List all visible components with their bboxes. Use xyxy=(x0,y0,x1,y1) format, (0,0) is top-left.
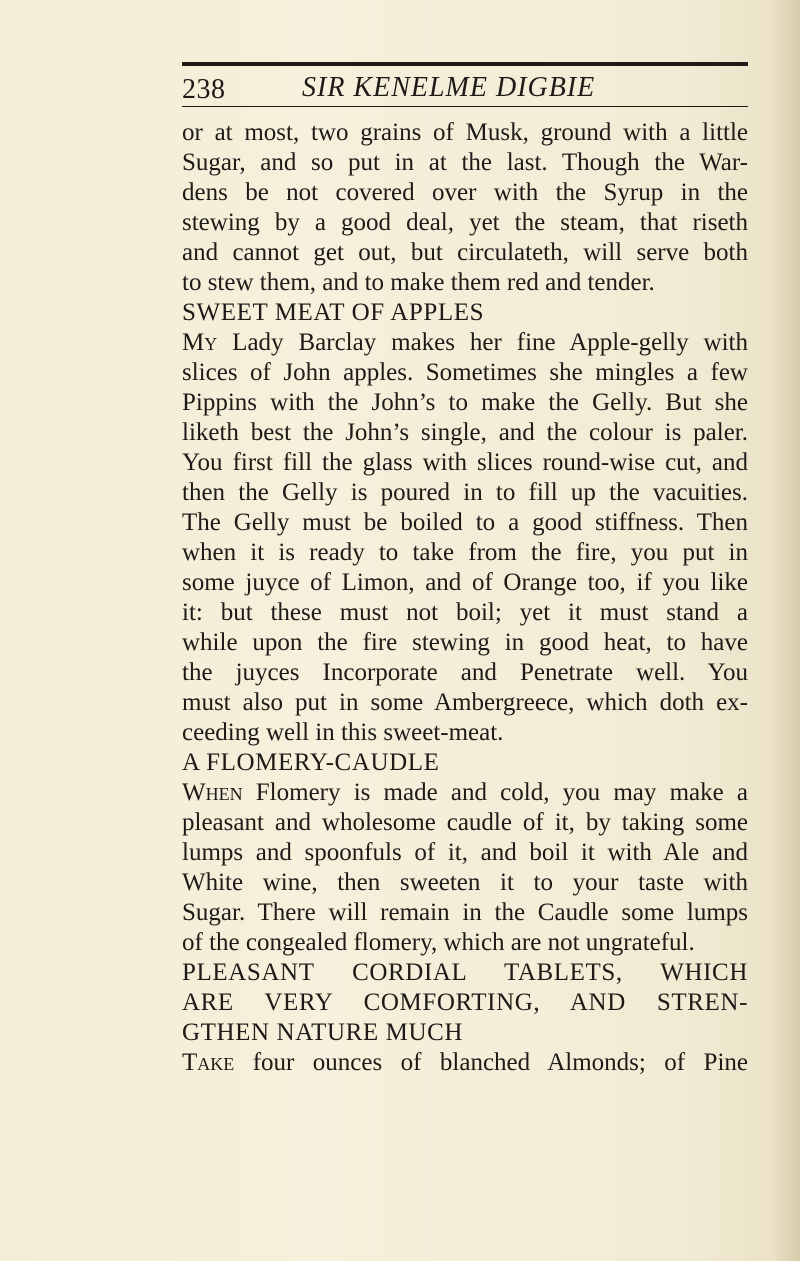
section-heading: SWEET MEAT OF APPLES xyxy=(182,299,485,326)
text-line: White wine, then sweeten it to your taste with xyxy=(182,869,748,896)
text-line: and cannot get out, but circulateth, will serve both xyxy=(182,239,748,266)
first-line-text: four ounces of blanched Almonds; of Pine xyxy=(234,1049,748,1076)
text-line: Pippins with the John’s to make the Gelly. But she xyxy=(182,389,748,416)
first-line-text: Flomery is made and cold, you may make a xyxy=(242,779,748,806)
section-heading: ARE VERY COMFORTING, AND STREN- xyxy=(182,989,748,1016)
text-line: when it is ready to take from the fire, you put in xyxy=(182,539,748,566)
paragraph-first-line xyxy=(182,1048,748,1078)
text-line: to stew them, and to make them red and tender. xyxy=(182,269,655,296)
section-heading: A FLOMERY-CAUDLE xyxy=(182,749,440,776)
text-line: The Gelly must be boiled to a good stiffness. Then xyxy=(182,509,748,536)
text-line: You first fill the glass with slices round-wise cut, and xyxy=(182,449,748,476)
body-text xyxy=(182,118,748,1078)
opening-word: My xyxy=(182,329,218,356)
paragraph-first-line xyxy=(182,328,748,358)
paragraph-first-line xyxy=(182,778,748,808)
page-edge-shadow xyxy=(772,0,800,1261)
text-line: dens be not covered over with the Syrup in the xyxy=(182,179,748,206)
text-line: of the congealed flomery, which are not ungrateful. xyxy=(182,929,695,956)
text-line: ceeding well in this sweet-meat. xyxy=(182,719,504,746)
running-head: SIR KENELME DIGBIE xyxy=(302,72,596,103)
text-line: the juyces Incorporate and Penetrate well. You xyxy=(182,659,748,686)
text-line: then the Gelly is poured in to fill up the vacuities. xyxy=(182,479,748,506)
text-line: slices of John apples. Sometimes she mingles a few xyxy=(182,359,748,386)
text-line: must also put in some Ambergreece, which doth ex- xyxy=(182,689,748,716)
text-line: pleasant and wholesome caudle of it, by taking some xyxy=(182,809,748,836)
text-line: Sugar, and so put in at the last. Though the War- xyxy=(182,149,748,176)
header-rule xyxy=(182,106,748,107)
page-number: 238 xyxy=(182,74,226,105)
opening-word: Take xyxy=(182,1049,235,1076)
text-line: stewing by a good deal, yet the steam, that riseth xyxy=(182,209,748,236)
text-line: or at most, two grains of Musk, ground with a little xyxy=(182,119,748,146)
text-line: it: but these must not boil; yet it must stand a xyxy=(182,599,748,626)
text-line: liketh best the John’s single, and the colour is paler. xyxy=(182,419,748,446)
page-header xyxy=(182,72,748,106)
text-line: while upon the fire stewing in good heat, to have xyxy=(182,629,748,656)
section-heading: PLEASANT CORDIAL TABLETS, WHICH xyxy=(182,959,748,986)
first-line-text: Lady Barclay makes her fine Apple-gelly with xyxy=(217,329,748,356)
text-line: lumps and spoonfuls of it, and boil it with Ale and xyxy=(182,839,748,866)
opening-word: When xyxy=(182,779,243,806)
section-heading: GTHEN NATURE MUCH xyxy=(182,1019,464,1046)
text-line: some juyce of Limon, and of Orange too, if you like xyxy=(182,569,748,596)
top-rule xyxy=(182,62,748,66)
text-line: Sugar. There will remain in the Caudle some lumps xyxy=(182,899,748,926)
